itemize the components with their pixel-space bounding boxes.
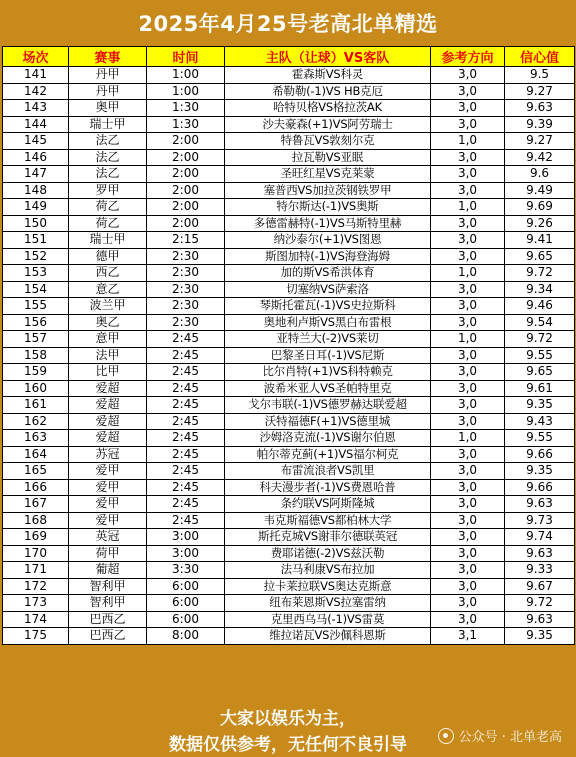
match-no-cell: 143: [3, 100, 69, 117]
footer-line-1: 大家以娱乐为主，: [220, 709, 356, 729]
fixture-cell: 希勒勒(-1)VS HB克厄: [225, 83, 431, 100]
confidence-cell: 9.72: [505, 331, 575, 348]
match-no-cell: 151: [3, 232, 69, 249]
direction-cell: 3,0: [431, 314, 505, 331]
league-cell: 法甲: [69, 347, 147, 364]
direction-cell: 3,0: [431, 364, 505, 381]
league-cell: 奥乙: [69, 314, 147, 331]
match-no-cell: 150: [3, 215, 69, 232]
league-cell: 智利甲: [69, 595, 147, 612]
header-time: 时间: [147, 47, 225, 67]
match-no-cell: 149: [3, 199, 69, 216]
direction-cell: 3,0: [431, 413, 505, 430]
league-cell: 丹甲: [69, 83, 147, 100]
time-cell: 2:30: [147, 298, 225, 315]
fixture-cell: 切塞纳VS萨索洛: [225, 281, 431, 298]
confidence-cell: 9.39: [505, 116, 575, 133]
table-row: [3, 545, 575, 562]
table-row: [3, 446, 575, 463]
time-cell: 2:00: [147, 149, 225, 166]
header-confidence: 信心值: [505, 47, 575, 67]
confidence-cell: 9.69: [505, 199, 575, 216]
league-cell: 爱超: [69, 430, 147, 447]
time-cell: 2:45: [147, 430, 225, 447]
direction-cell: 3,0: [431, 397, 505, 414]
fixture-cell: 琴斯托霍瓦(-1)VS史拉斯科: [225, 298, 431, 315]
fixture-cell: 戈尔韦联(-1)VS德罗赫达联爱超: [225, 397, 431, 414]
league-cell: 罗甲: [69, 182, 147, 199]
league-cell: 西乙: [69, 265, 147, 282]
match-no-cell: 146: [3, 149, 69, 166]
time-cell: 6:00: [147, 611, 225, 628]
match-no-cell: 161: [3, 397, 69, 414]
fixture-cell: 条约联VS阿斯隆城: [225, 496, 431, 513]
match-no-cell: 174: [3, 611, 69, 628]
time-cell: 2:15: [147, 232, 225, 249]
fixture-cell: 特尔斯达(-1)VS奥斯: [225, 199, 431, 216]
table-row: [3, 100, 575, 117]
watermark: [438, 726, 562, 745]
confidence-cell: 9.65: [505, 248, 575, 265]
fixture-cell: 法马利康VS布拉加: [225, 562, 431, 579]
league-cell: 智利甲: [69, 578, 147, 595]
confidence-cell: 9.35: [505, 463, 575, 480]
time-cell: 3:00: [147, 529, 225, 546]
league-cell: 奥甲: [69, 100, 147, 117]
fixture-cell: 费耶诺德(-2)VS兹沃勒: [225, 545, 431, 562]
match-no-cell: 160: [3, 380, 69, 397]
direction-cell: 3,0: [431, 380, 505, 397]
table-row: [3, 562, 575, 579]
confidence-cell: 9.5: [505, 67, 575, 84]
direction-cell: 3,0: [431, 529, 505, 546]
confidence-cell: 9.63: [505, 545, 575, 562]
confidence-cell: 9.72: [505, 595, 575, 612]
direction-cell: 3,0: [431, 149, 505, 166]
table-row: [3, 628, 575, 645]
direction-cell: 3,0: [431, 100, 505, 117]
match-no-cell: 168: [3, 512, 69, 529]
league-cell: 瑞士甲: [69, 116, 147, 133]
fixture-cell: 拉卡莱拉联VS奥达克斯意: [225, 578, 431, 595]
league-cell: 爱甲: [69, 479, 147, 496]
time-cell: 2:45: [147, 380, 225, 397]
time-cell: 2:00: [147, 199, 225, 216]
time-cell: 2:30: [147, 248, 225, 265]
table-row: [3, 166, 575, 183]
match-no-cell: 155: [3, 298, 69, 315]
fixture-cell: 霍森斯VS科灵: [225, 67, 431, 84]
time-cell: 8:00: [147, 628, 225, 645]
table-row: [3, 67, 575, 84]
fixture-cell: 波希米亚人VS圣帕特里克: [225, 380, 431, 397]
fixture-cell: 加的斯VS希洪体育: [225, 265, 431, 282]
league-cell: 瑞士甲: [69, 232, 147, 249]
match-no-cell: 167: [3, 496, 69, 513]
table-row: [3, 83, 575, 100]
time-cell: 2:00: [147, 182, 225, 199]
match-no-cell: 156: [3, 314, 69, 331]
fixture-cell: 沙姆洛克流(-1)VS谢尔伯恩: [225, 430, 431, 447]
league-cell: 法乙: [69, 149, 147, 166]
confidence-cell: 9.73: [505, 512, 575, 529]
match-no-cell: 164: [3, 446, 69, 463]
fixture-cell: 帕尔蒂克蓟(+1)VS福尔柯克: [225, 446, 431, 463]
match-no-cell: 162: [3, 413, 69, 430]
match-no-cell: 158: [3, 347, 69, 364]
table-row: [3, 430, 575, 447]
time-cell: 1:30: [147, 116, 225, 133]
confidence-cell: 9.66: [505, 446, 575, 463]
time-cell: 1:00: [147, 83, 225, 100]
match-no-cell: 169: [3, 529, 69, 546]
direction-cell: 1,0: [431, 265, 505, 282]
direction-cell: 1,0: [431, 331, 505, 348]
match-no-cell: 157: [3, 331, 69, 348]
direction-cell: 3,0: [431, 182, 505, 199]
direction-cell: 1,0: [431, 199, 505, 216]
header-fixture: 主队（让球）VS客队: [225, 47, 431, 67]
direction-cell: 3,0: [431, 611, 505, 628]
table-row: [3, 314, 575, 331]
league-cell: 爱甲: [69, 496, 147, 513]
confidence-cell: 9.27: [505, 83, 575, 100]
table-row: [3, 463, 575, 480]
fixture-cell: 韦克斯福德VS都柏林大学: [225, 512, 431, 529]
league-cell: 爱超: [69, 380, 147, 397]
confidence-cell: 9.33: [505, 562, 575, 579]
confidence-cell: 9.35: [505, 397, 575, 414]
fixture-cell: 纳沙泰尔(+1)VS图恩: [225, 232, 431, 249]
fixture-cell: 维拉诺瓦VS沙佩科恩斯: [225, 628, 431, 645]
table-row: [3, 281, 575, 298]
fixture-cell: 斯托克城VS谢菲尔德联英冠: [225, 529, 431, 546]
league-cell: 波兰甲: [69, 298, 147, 315]
confidence-cell: 9.65: [505, 364, 575, 381]
match-no-cell: 152: [3, 248, 69, 265]
table-row: [3, 215, 575, 232]
direction-cell: 3,1: [431, 628, 505, 645]
time-cell: 2:45: [147, 364, 225, 381]
fixture-cell: 斯图加特(-1)VS海登海姆: [225, 248, 431, 265]
match-no-cell: 175: [3, 628, 69, 645]
page-title: 2025年4月25号老高北单精选: [0, 0, 576, 46]
confidence-cell: 9.72: [505, 265, 575, 282]
league-cell: 法乙: [69, 133, 147, 150]
confidence-cell: 9.55: [505, 430, 575, 447]
fixture-cell: 亚特兰大(-2)VS莱切: [225, 331, 431, 348]
time-cell: 2:45: [147, 347, 225, 364]
fixture-cell: 拉瓦勒VS亚眠: [225, 149, 431, 166]
direction-cell: 3,0: [431, 83, 505, 100]
confidence-cell: 9.35: [505, 628, 575, 645]
league-cell: 爱超: [69, 397, 147, 414]
table-row: [3, 116, 575, 133]
direction-cell: 3,0: [431, 215, 505, 232]
direction-cell: 3,0: [431, 116, 505, 133]
league-cell: 苏冠: [69, 446, 147, 463]
direction-cell: 3,0: [431, 496, 505, 513]
league-cell: 荷甲: [69, 545, 147, 562]
direction-cell: 3,0: [431, 463, 505, 480]
confidence-cell: 9.26: [505, 215, 575, 232]
time-cell: 2:00: [147, 166, 225, 183]
confidence-cell: 9.6: [505, 166, 575, 183]
confidence-cell: 9.61: [505, 380, 575, 397]
direction-cell: 1,0: [431, 133, 505, 150]
league-cell: 德甲: [69, 248, 147, 265]
match-no-cell: 170: [3, 545, 69, 562]
table-row: [3, 232, 575, 249]
direction-cell: 3,0: [431, 446, 505, 463]
confidence-cell: 9.34: [505, 281, 575, 298]
fixture-cell: 沃特福德F(+1)VS德里城: [225, 413, 431, 430]
league-cell: 丹甲: [69, 67, 147, 84]
header-league: 赛事: [69, 47, 147, 67]
time-cell: 2:45: [147, 446, 225, 463]
table-row: [3, 364, 575, 381]
direction-cell: 3,0: [431, 545, 505, 562]
direction-cell: 3,0: [431, 298, 505, 315]
direction-cell: 3,0: [431, 281, 505, 298]
table-row: [3, 496, 575, 513]
confidence-cell: 9.27: [505, 133, 575, 150]
time-cell: 2:45: [147, 496, 225, 513]
match-no-cell: 173: [3, 595, 69, 612]
time-cell: 2:45: [147, 397, 225, 414]
confidence-cell: 9.67: [505, 578, 575, 595]
match-no-cell: 166: [3, 479, 69, 496]
time-cell: 2:30: [147, 314, 225, 331]
match-no-cell: 165: [3, 463, 69, 480]
confidence-cell: 9.54: [505, 314, 575, 331]
direction-cell: 3,0: [431, 248, 505, 265]
fixture-cell: 特鲁瓦VS敦刻尔克: [225, 133, 431, 150]
direction-cell: 3,0: [431, 67, 505, 84]
table-body: [3, 67, 575, 645]
league-cell: 巴西乙: [69, 611, 147, 628]
direction-cell: 3,0: [431, 562, 505, 579]
table-row: [3, 149, 575, 166]
direction-cell: 3,0: [431, 479, 505, 496]
confidence-cell: 9.66: [505, 479, 575, 496]
league-cell: 比甲: [69, 364, 147, 381]
time-cell: 3:30: [147, 562, 225, 579]
table-row: [3, 512, 575, 529]
confidence-cell: 9.42: [505, 149, 575, 166]
direction-cell: 3,0: [431, 166, 505, 183]
league-cell: 荷乙: [69, 215, 147, 232]
fixture-cell: 克里西乌马(-1)VS雷莫: [225, 611, 431, 628]
confidence-cell: 9.63: [505, 611, 575, 628]
direction-cell: 3,0: [431, 578, 505, 595]
table-row: [3, 347, 575, 364]
confidence-cell: 9.63: [505, 100, 575, 117]
league-cell: 爱超: [69, 413, 147, 430]
league-cell: 爱甲: [69, 463, 147, 480]
table-row: [3, 479, 575, 496]
league-cell: 荷乙: [69, 199, 147, 216]
watermark-text: 公众号 · 北单老高: [458, 730, 562, 745]
confidence-cell: 9.46: [505, 298, 575, 315]
confidence-cell: 9.55: [505, 347, 575, 364]
league-cell: 英冠: [69, 529, 147, 546]
match-no-cell: 147: [3, 166, 69, 183]
match-no-cell: 172: [3, 578, 69, 595]
footer-line-2: 数据仅供参考，无任何不良引导: [169, 735, 407, 755]
table-row: [3, 595, 575, 612]
table-row: [3, 298, 575, 315]
fixture-cell: 纽布莱恩斯VS拉塞雷纳: [225, 595, 431, 612]
table-row: [3, 248, 575, 265]
table-row: [3, 199, 575, 216]
fixture-cell: 沙夫豪森(+1)VS阿劳瑞士: [225, 116, 431, 133]
match-no-cell: 171: [3, 562, 69, 579]
table-row: [3, 529, 575, 546]
table-header-row: [3, 47, 575, 67]
league-cell: 意乙: [69, 281, 147, 298]
time-cell: 2:00: [147, 215, 225, 232]
fixture-cell: 布雷流浪者VS凯里: [225, 463, 431, 480]
time-cell: 2:00: [147, 133, 225, 150]
direction-cell: 3,0: [431, 232, 505, 249]
direction-cell: 1,0: [431, 430, 505, 447]
confidence-cell: 9.41: [505, 232, 575, 249]
match-no-cell: 144: [3, 116, 69, 133]
time-cell: 6:00: [147, 578, 225, 595]
wechat-icon: [438, 728, 454, 744]
match-no-cell: 159: [3, 364, 69, 381]
time-cell: 3:00: [147, 545, 225, 562]
table-row: [3, 578, 575, 595]
match-no-cell: 141: [3, 67, 69, 84]
time-cell: 2:45: [147, 463, 225, 480]
fixture-cell: 圣旺红星VS克莱蒙: [225, 166, 431, 183]
table-row: [3, 182, 575, 199]
table-row: [3, 413, 575, 430]
time-cell: 2:30: [147, 265, 225, 282]
confidence-cell: 9.43: [505, 413, 575, 430]
league-cell: 意甲: [69, 331, 147, 348]
match-no-cell: 163: [3, 430, 69, 447]
confidence-cell: 9.49: [505, 182, 575, 199]
league-cell: 爱甲: [69, 512, 147, 529]
match-no-cell: 154: [3, 281, 69, 298]
match-no-cell: 145: [3, 133, 69, 150]
league-cell: 葡超: [69, 562, 147, 579]
time-cell: 2:45: [147, 479, 225, 496]
direction-cell: 3,0: [431, 347, 505, 364]
time-cell: 2:30: [147, 281, 225, 298]
direction-cell: 3,0: [431, 595, 505, 612]
time-cell: 1:00: [147, 67, 225, 84]
fixture-cell: 比尔肖特(+1)VS科特赖克: [225, 364, 431, 381]
time-cell: 6:00: [147, 595, 225, 612]
time-cell: 1:30: [147, 100, 225, 117]
header-match-no: 场次: [3, 47, 69, 67]
table-row: [3, 397, 575, 414]
table-row: [3, 380, 575, 397]
confidence-cell: 9.74: [505, 529, 575, 546]
confidence-cell: 9.63: [505, 496, 575, 513]
time-cell: 2:45: [147, 331, 225, 348]
fixture-cell: 多德雷赫特(-1)VS马斯特里赫: [225, 215, 431, 232]
match-no-cell: 153: [3, 265, 69, 282]
header-direction: 参考方向: [431, 47, 505, 67]
match-no-cell: 142: [3, 83, 69, 100]
table-row: [3, 331, 575, 348]
fixture-cell: 巴黎圣日耳(-1)VS尼斯: [225, 347, 431, 364]
match-no-cell: 148: [3, 182, 69, 199]
picks-table: [2, 46, 575, 645]
fixture-cell: 哈特贝格VS格拉茨AK: [225, 100, 431, 117]
fixture-cell: 科夫漫步者(-1)VS费恩哈普: [225, 479, 431, 496]
fixture-cell: 塞普西VS加拉茨钢铁罗甲: [225, 182, 431, 199]
fixture-cell: 奥地利卢斯VS黑白布雷根: [225, 314, 431, 331]
table-row: [3, 133, 575, 150]
direction-cell: 3,0: [431, 512, 505, 529]
league-cell: 巴西乙: [69, 628, 147, 645]
table-row: [3, 611, 575, 628]
time-cell: 2:45: [147, 413, 225, 430]
time-cell: 2:45: [147, 512, 225, 529]
league-cell: 法乙: [69, 166, 147, 183]
table-row: [3, 265, 575, 282]
